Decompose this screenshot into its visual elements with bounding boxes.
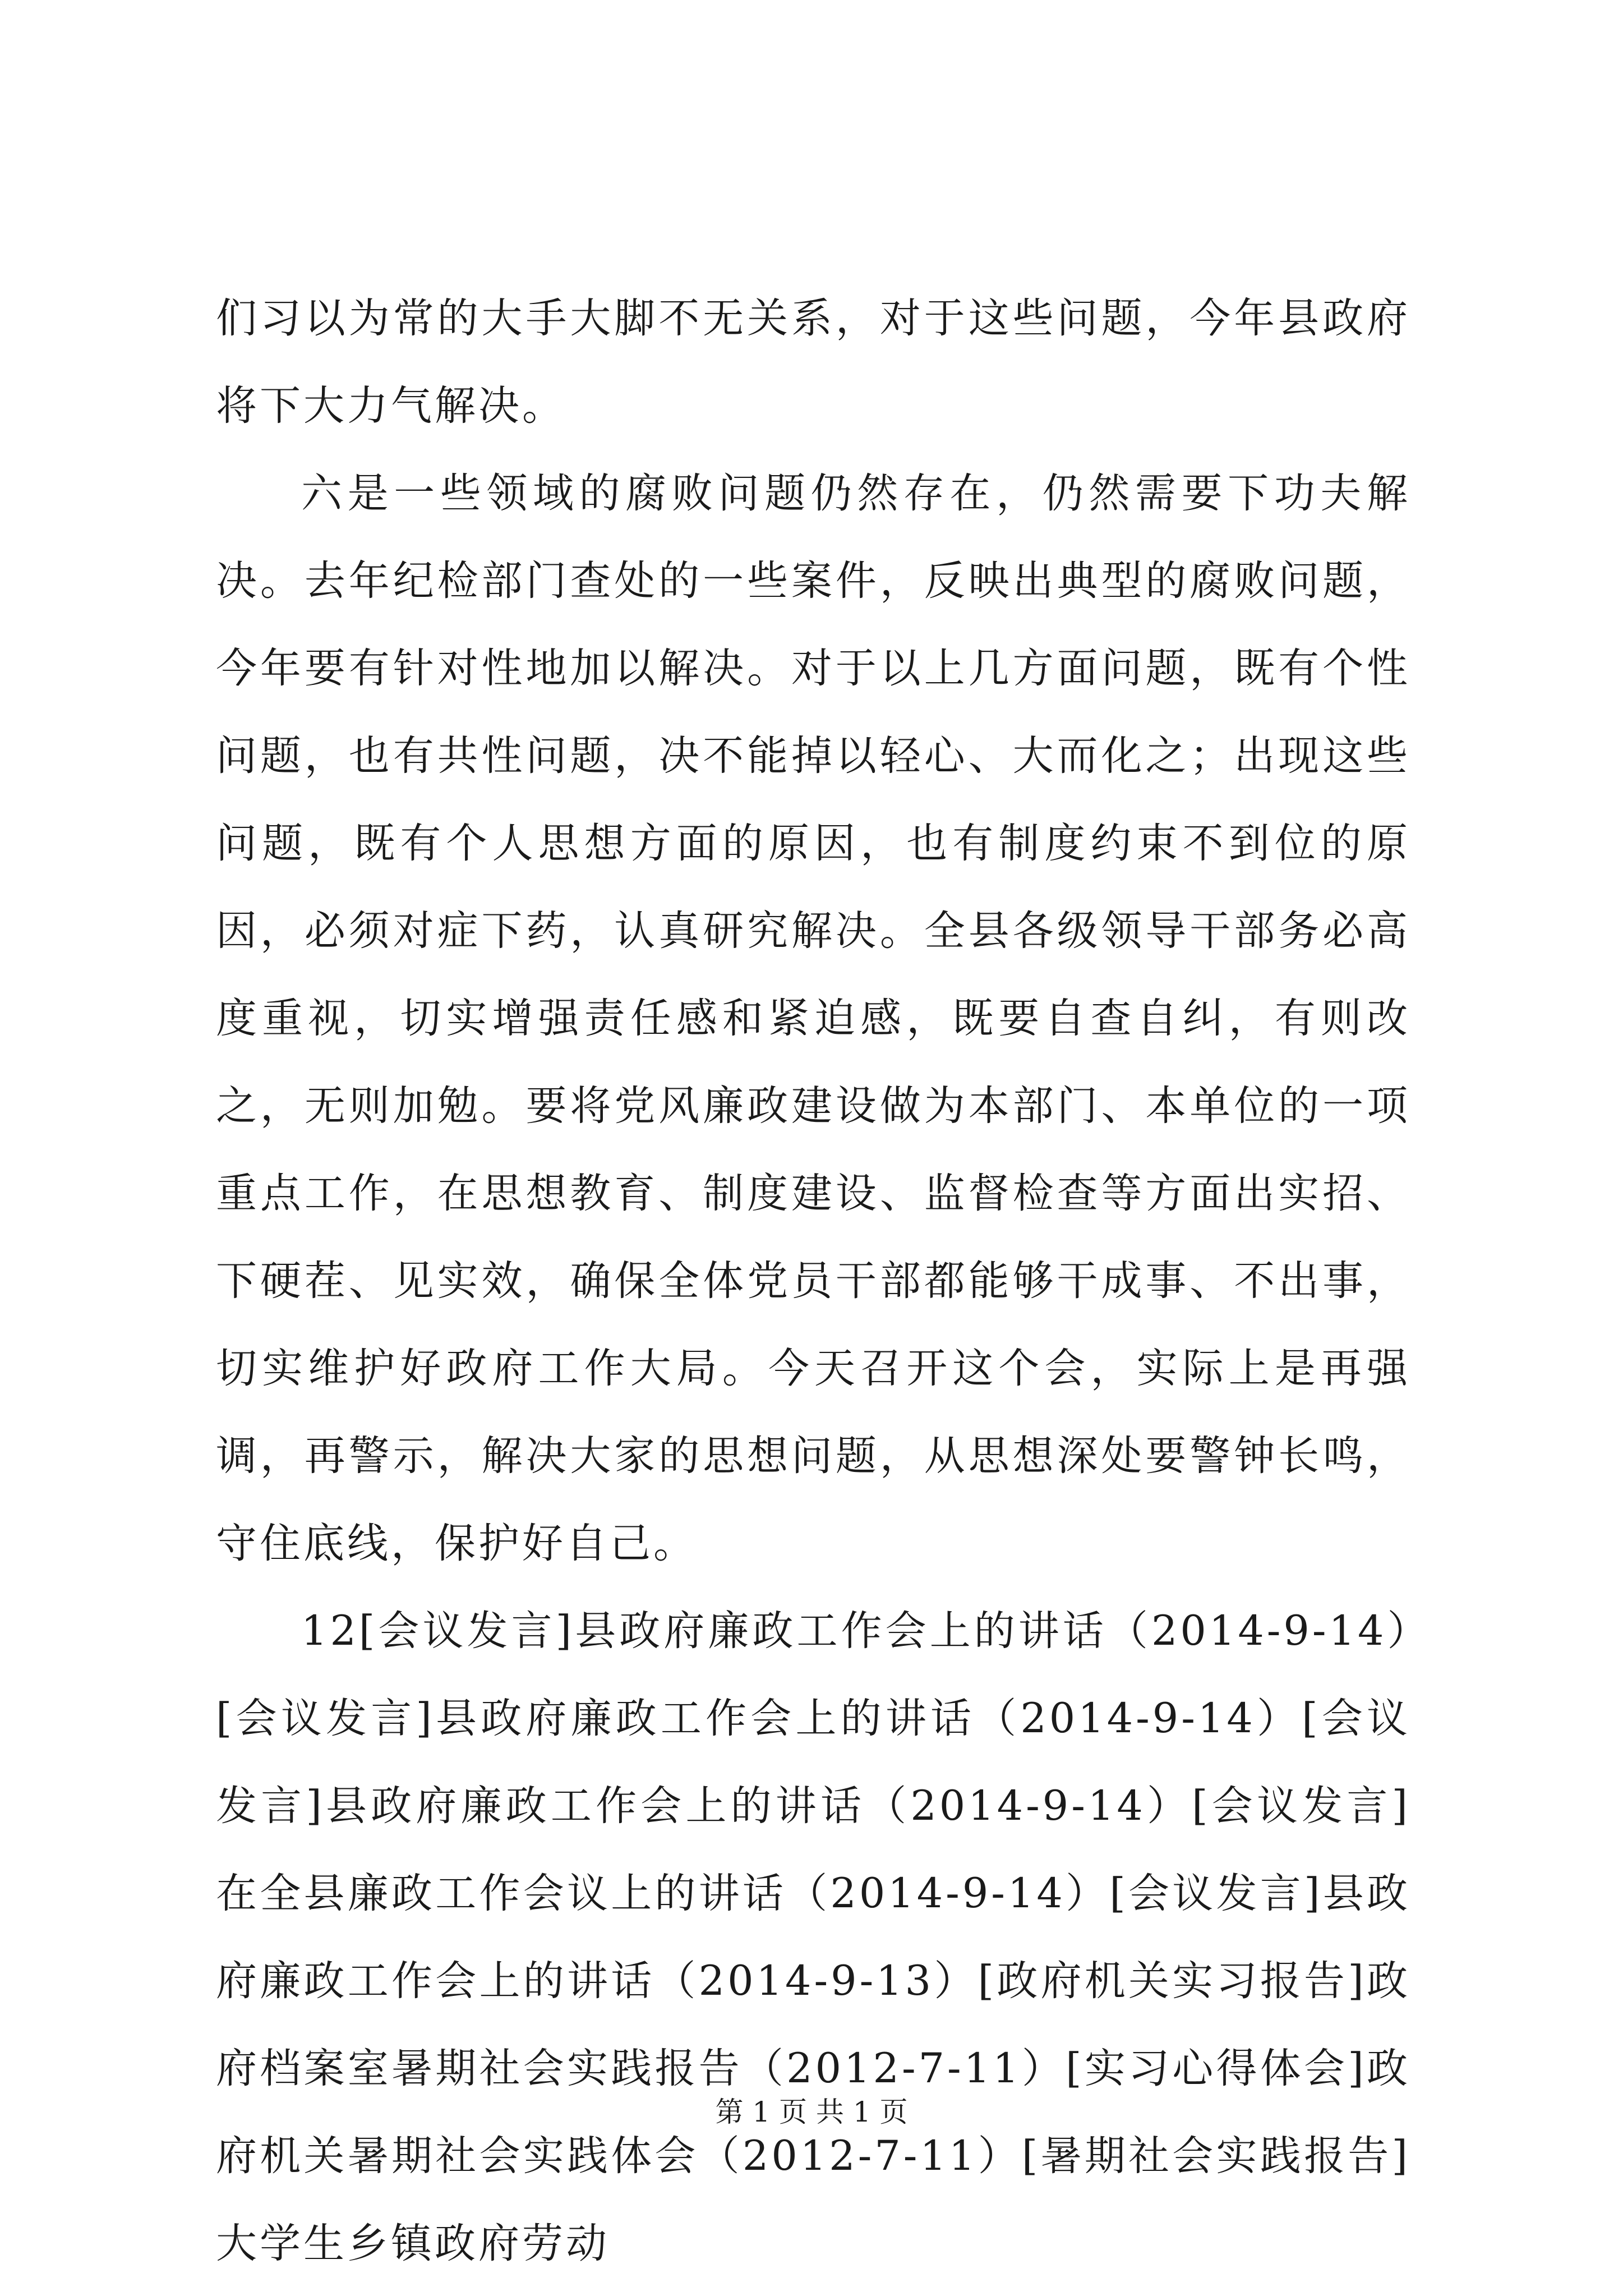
document-body <box>216 275 1410 2288</box>
page-footer: 第 1 页 共 1 页 <box>715 2096 908 2128</box>
paragraph-related-articles: 12[会议发言]县政府廉政工作会上的讲话（2014-9-14）[会议发言]县政府廉政工作会上的讲话（2014-9-14）[会议发言]县政府廉政工作会上的讲话（2014-9-14）[会议发言]在全县廉政工作会议上的讲话（2014-9-14）[会议发言]县政府廉政工作会上的讲话（2014-9-13）[政府机关实习报告]政府档案室暑期社会实践报告（2012-7-11）[实习心得体会]政府机关暑期社会实践体会（2012-7-11）[暑期社会实践报告]大学生乡镇政府劳动 <box>216 1607 1410 2267</box>
paragraph-corruption-issues: 六是一些领域的腐败问题仍然存在，仍然需要下功夫解决。去年纪检部门查处的一些案件，反映出典型的腐败问题，今年要有针对性地加以解决。对于以上几方面问题，既有个性问题，也有共性问题，决不能掉以轻心、大而化之；出现这些问题，既有个人思想方面的原因，也有制度约束不到位的原因，必须对症下药，认真研究解决。全县各级领导干部务必高度重视，切实增强责任感和紧迫感，既要自查自纠，有则改之，无则加勉。要将党风廉政建设做为本部门、本单位的一项重点工作，在思想教育、制度建设、监督检查等方面出实招、下硬茬、见实效，确保全体党员干部都能够干成事、不出事，切实维护好政府工作大局。今天召开这个会，实际上是再强调，再警示，解决大家的思想问题，从思想深处要警钟长鸣，守住底线，保护好自己。 <box>216 470 1410 1567</box>
paragraph-continuation: 们习以为常的大手大脚不无关系，对于这些问题，今年县政府将下大力气解决。 <box>216 295 1410 430</box>
